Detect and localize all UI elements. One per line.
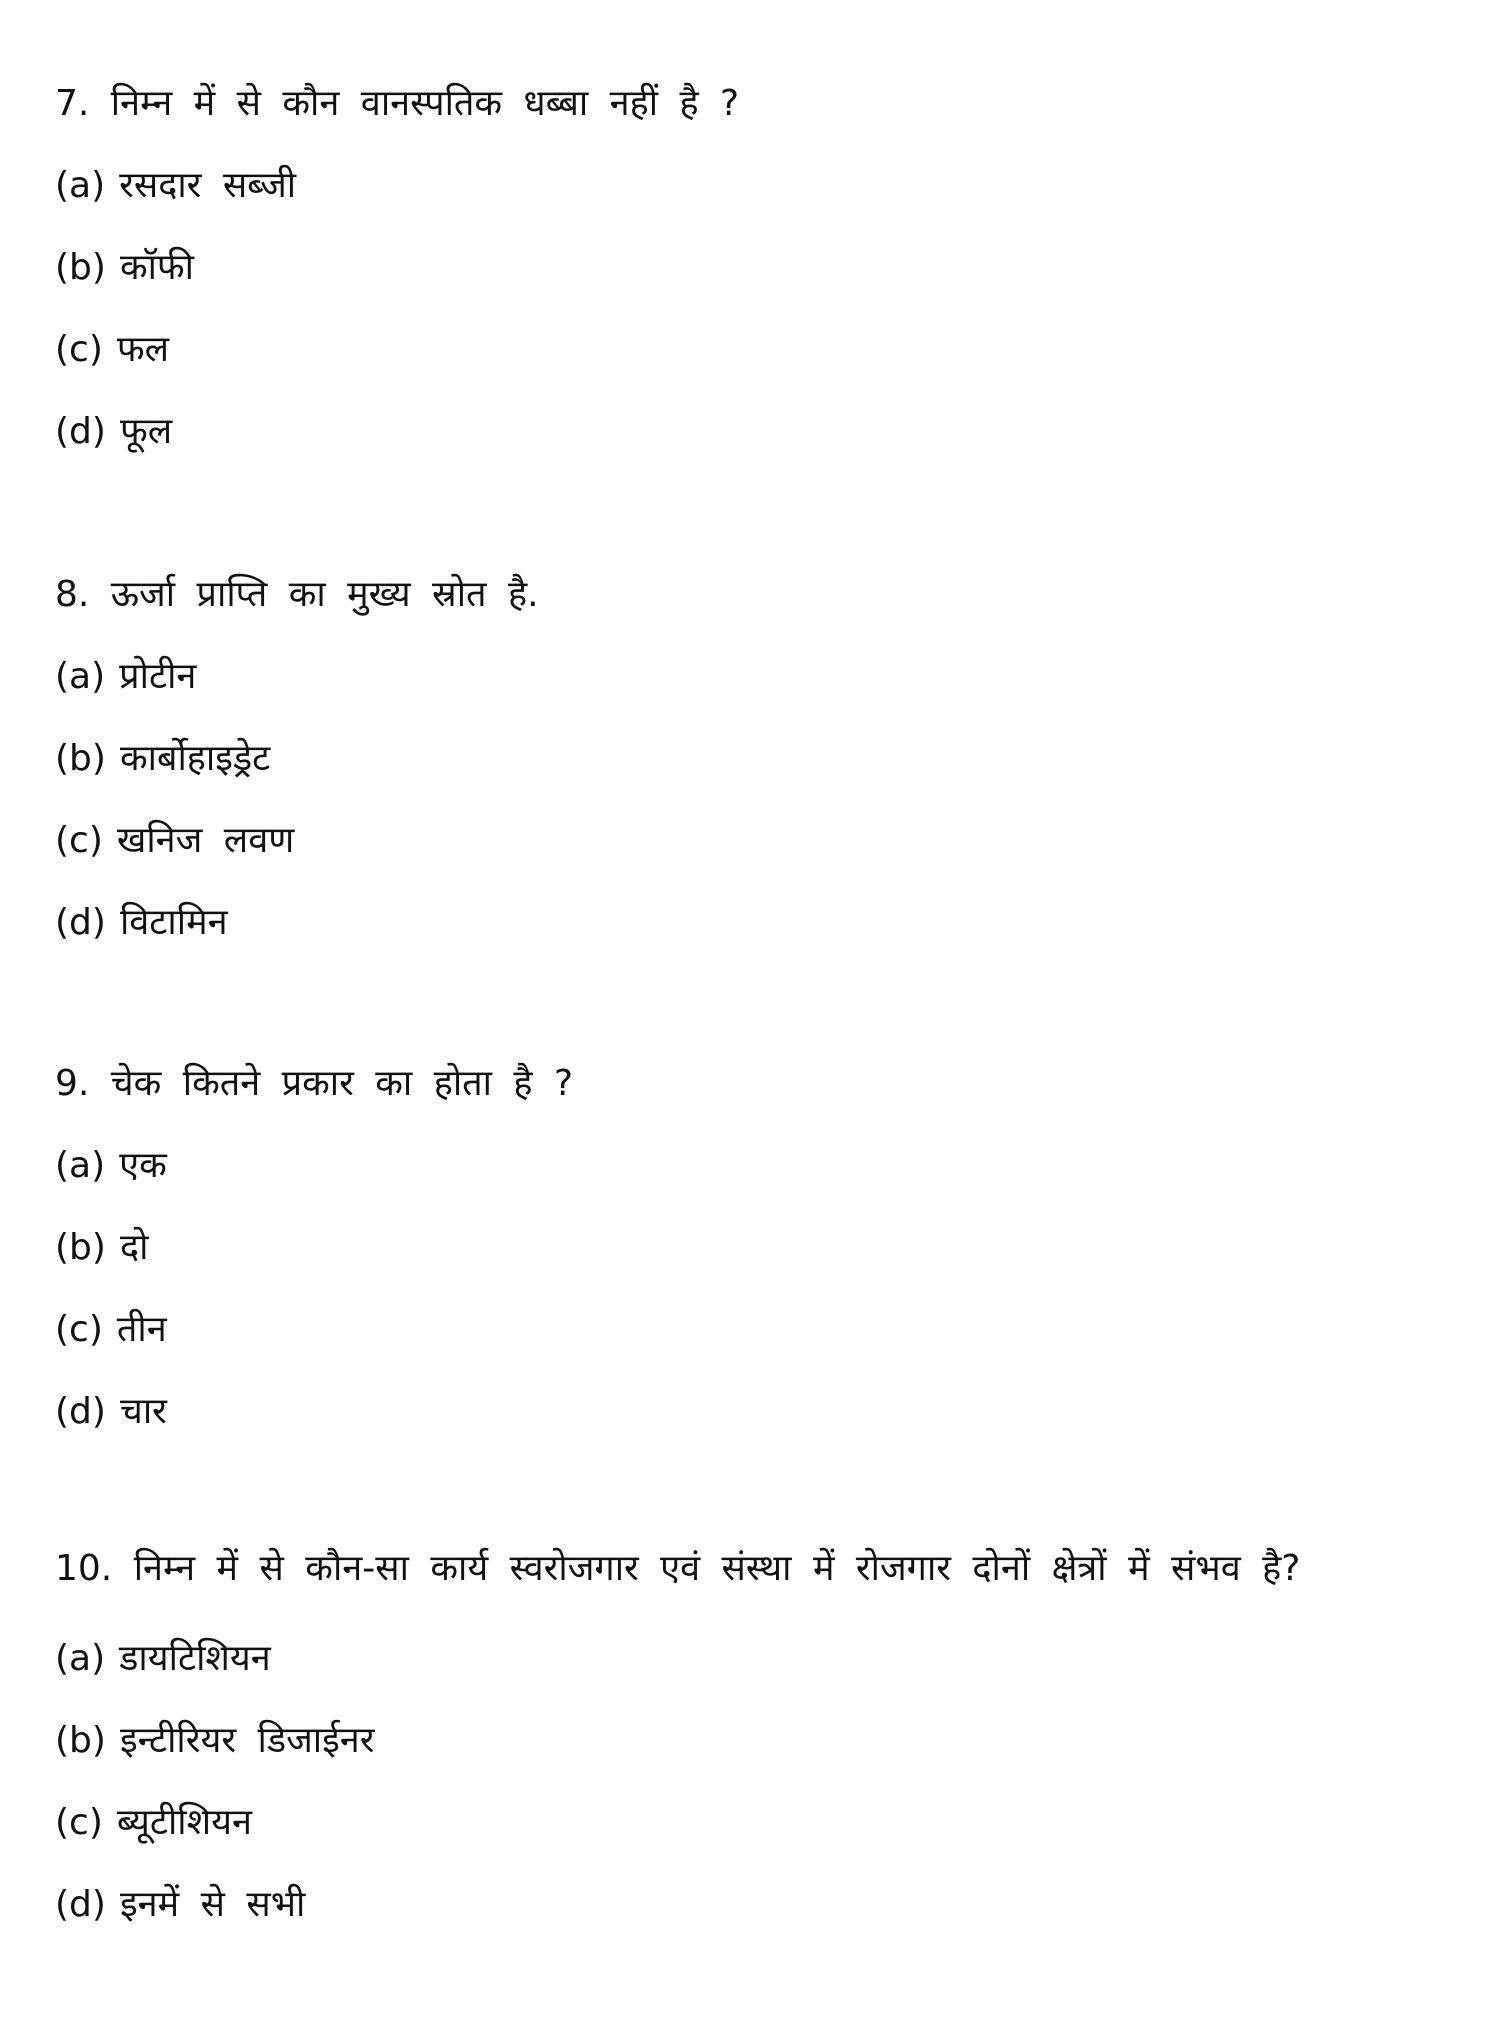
option-a: [55, 145, 1455, 227]
option-text: प्रोटीन: [119, 656, 197, 697]
option-text: ब्यूटीशियन: [116, 1802, 252, 1843]
question-text: 9. चेक कितने प्रकार का होता है ?: [55, 1063, 574, 1104]
option-text: फूल: [119, 411, 173, 452]
option-d: [55, 391, 1455, 473]
option-label: (b): [55, 247, 106, 288]
option-c: [55, 309, 1455, 391]
question-8: [55, 554, 1455, 964]
option-c: [55, 1782, 1455, 1864]
option-text: फल: [116, 329, 170, 370]
option-label: (b): [55, 1720, 106, 1761]
option-b: [55, 1700, 1455, 1782]
option-label: (b): [55, 1227, 106, 1268]
option-text: खनिज लवण: [116, 820, 295, 861]
option-b: [55, 1207, 1455, 1289]
option-text: रसदार सब्जी: [119, 165, 297, 206]
option-b: [55, 718, 1455, 800]
option-label: (c): [55, 329, 103, 370]
option-d: [55, 882, 1455, 964]
question-text: 7. निम्न में से कौन वानस्पतिक धब्बा नहीं है ?: [55, 83, 740, 124]
question-text: 10. निम्न में से कौन-सा कार्य स्वरोजगार एवं संस्था में रोजगार दोनों क्षेत्रों में संभव है?: [55, 1548, 1301, 1589]
option-text: इन्टीरियर डिजाईनर: [119, 1720, 375, 1761]
question-7: [55, 63, 1455, 473]
option-label: (a): [55, 656, 106, 697]
option-text: कार्बोहाइड्रेट: [119, 738, 271, 779]
option-a: [55, 1125, 1455, 1207]
option-text: दो: [119, 1227, 149, 1268]
option-text: एक: [119, 1145, 167, 1186]
option-d: [55, 1864, 1455, 1946]
option-label: (c): [55, 1309, 103, 1350]
option-c: [55, 800, 1455, 882]
option-label: (a): [55, 165, 106, 206]
option-c: [55, 1289, 1455, 1371]
option-text: चार: [119, 1391, 167, 1432]
option-label: (a): [55, 1145, 106, 1186]
option-label: (c): [55, 1802, 103, 1843]
option-b: [55, 227, 1455, 309]
option-text: कॉफी: [119, 247, 195, 288]
option-text: तीन: [116, 1309, 167, 1350]
option-a: [55, 636, 1455, 718]
option-label: (c): [55, 820, 103, 861]
option-label: (d): [55, 1884, 106, 1925]
option-label: (b): [55, 738, 106, 779]
question-9: [55, 1043, 1455, 1453]
question-text: 8. ऊर्जा प्राप्ति का मुख्य स्रोत है.: [55, 574, 539, 615]
option-label: (d): [55, 411, 106, 452]
option-a: [55, 1618, 1455, 1700]
option-label: (d): [55, 1391, 106, 1432]
option-text: डायटिशियन: [119, 1638, 271, 1679]
option-d: [55, 1371, 1455, 1453]
question-10: [55, 1536, 1455, 1946]
option-label: (a): [55, 1638, 106, 1679]
option-label: (d): [55, 902, 106, 943]
option-text: इनमें से सभी: [119, 1884, 306, 1925]
option-text: विटामिन: [119, 902, 228, 943]
